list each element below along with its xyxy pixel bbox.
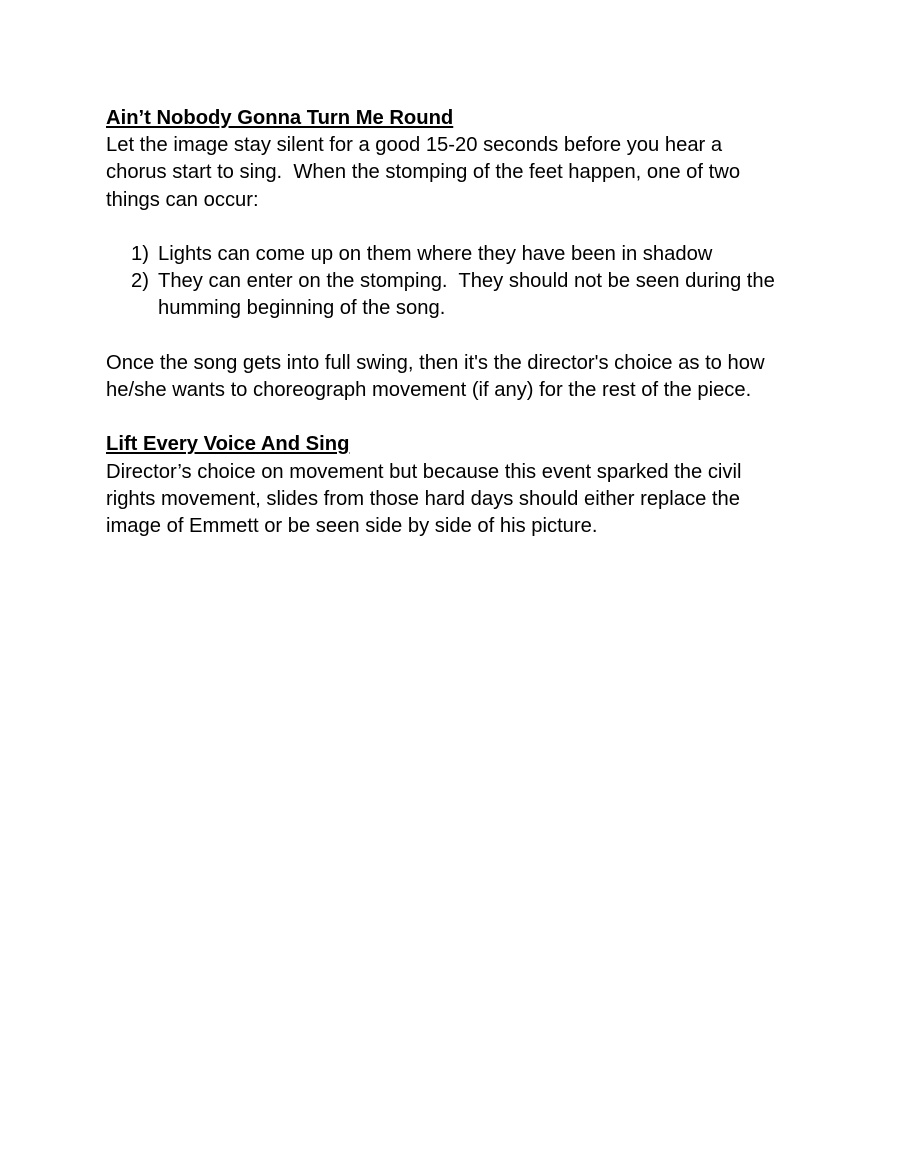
list-item-text: Lights can come up on them where they have been in shadow [158, 243, 713, 265]
section-heading-lift-every-voice: Lift Every Voice And Sing [106, 433, 350, 456]
numbered-list [106, 241, 806, 323]
section-body-paragraph: Director’s choice on movement but because this event sparked the civil rights movement, slides from those hard days should either replace the image of Emmett or be seen side by side of his picture. [106, 460, 742, 537]
list-item-text: They can enter on the stomping. They should not be seen during the humming beginning of the song. [158, 270, 781, 320]
list-item [106, 268, 806, 322]
section-closing-paragraph: Once the song gets into full swing, then it's the director's choice as to how he/she wants to choreograph movement (if any) for the rest of the piece. [106, 351, 765, 401]
paragraph-spacer [106, 404, 806, 431]
list-item-number: 1) [131, 243, 149, 265]
list-item [106, 241, 806, 268]
paragraph-spacer [106, 214, 806, 241]
list-item-number: 2) [131, 270, 149, 293]
section-heading-aint-nobody: Ain’t Nobody Gonna Turn Me Round [106, 107, 454, 129]
paragraph-spacer [106, 323, 806, 350]
document-content [106, 105, 806, 540]
section-intro-paragraph: Let the image stay silent for a good 15-20 seconds before you hear a chorus start to sing. When the stomping of the feet happen, one of two things can occur: [106, 134, 746, 211]
